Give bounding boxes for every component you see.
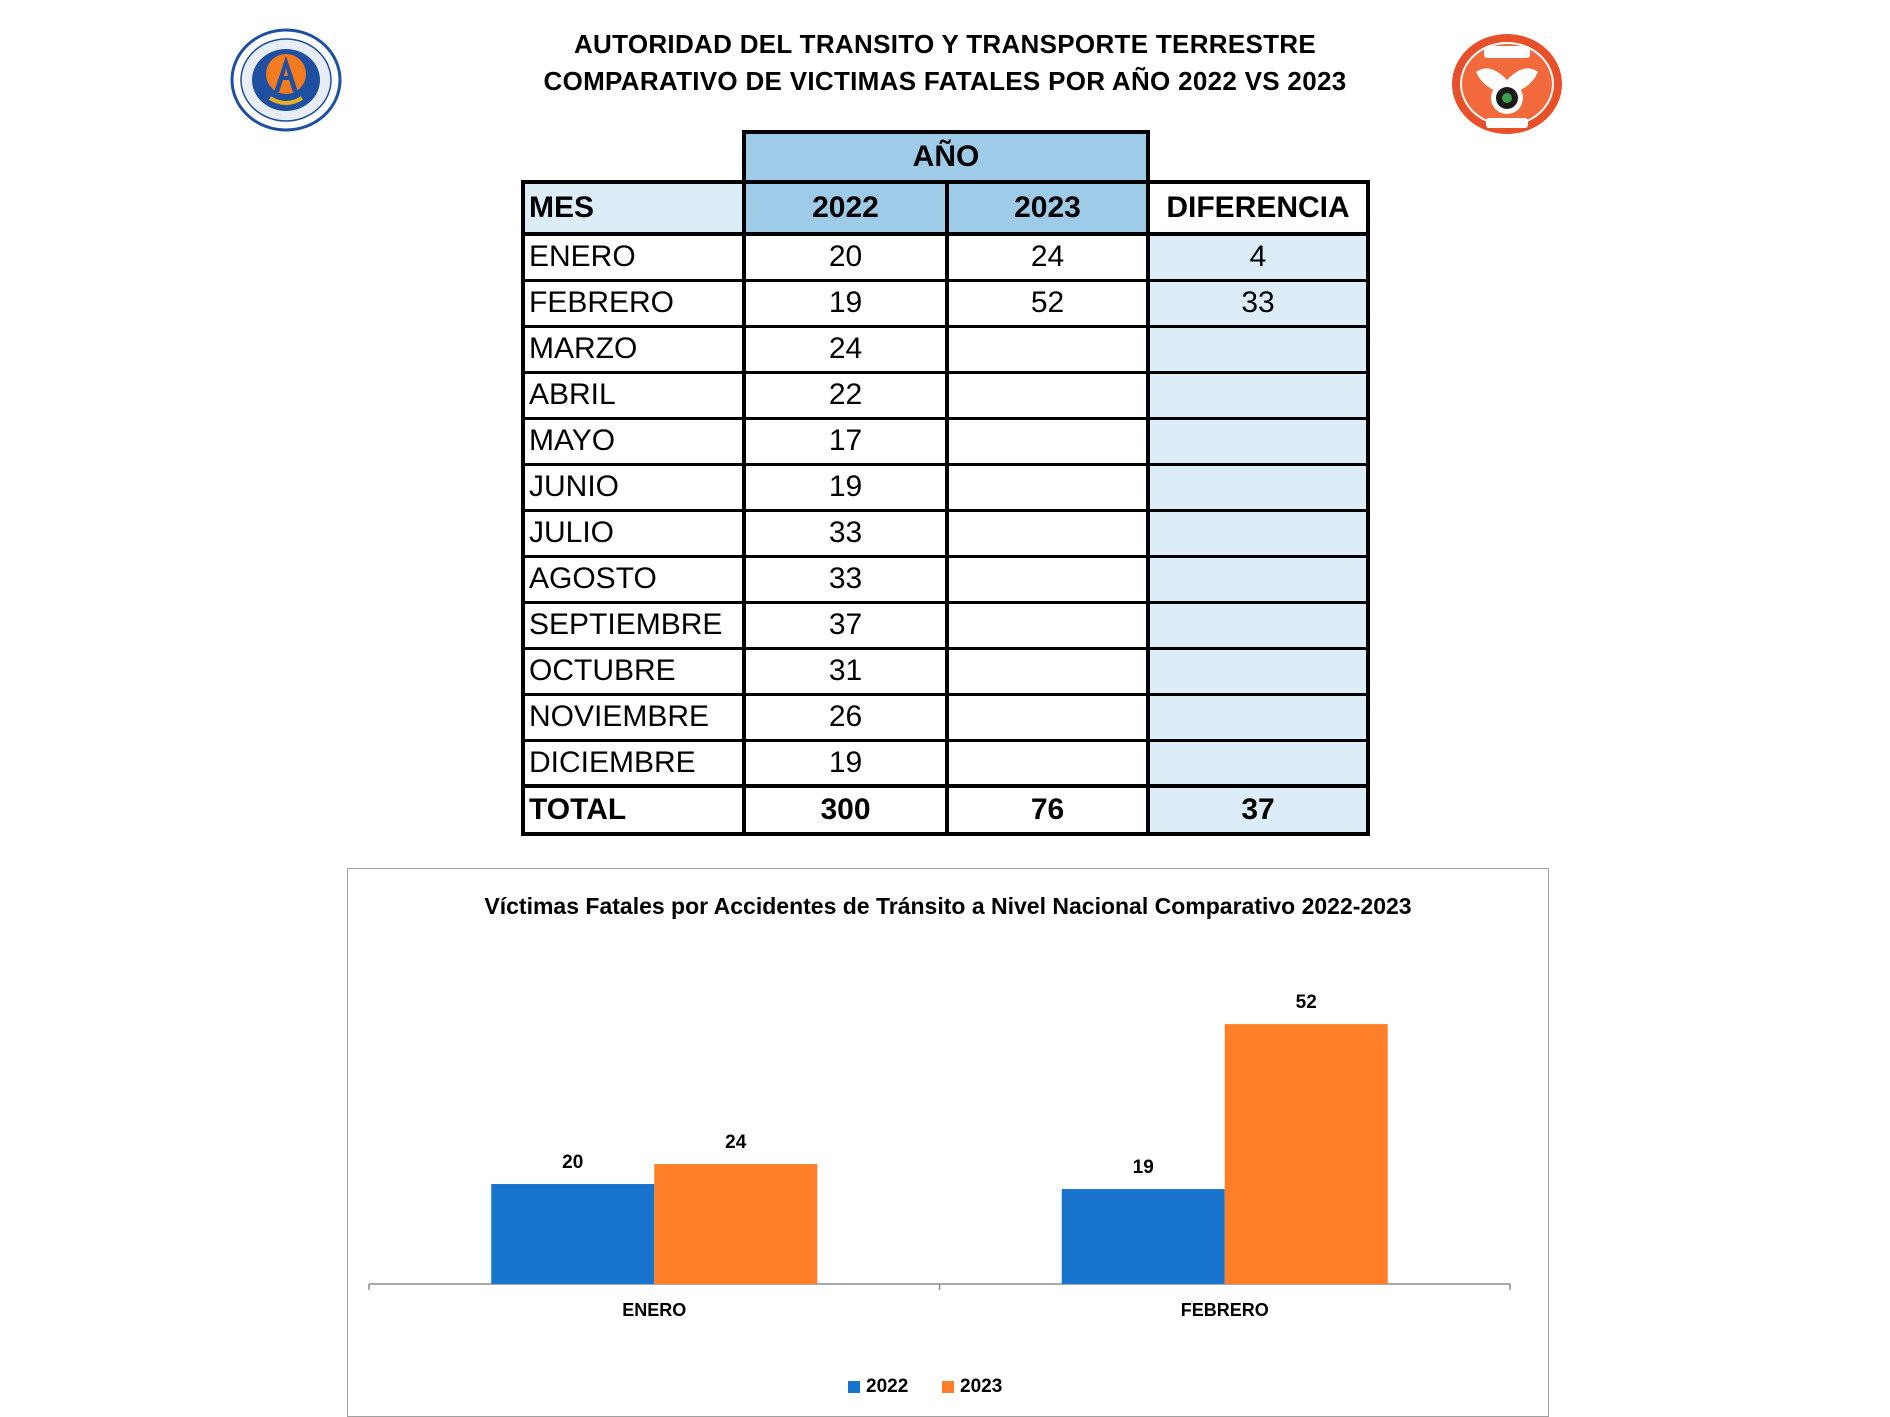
report-title-line-1: AUTORIDAD DEL TRANSITO Y TRANSPORTE TERRESTRE [573, 29, 1317, 59]
difference-cell: 4 [1148, 234, 1368, 280]
difference-cell [1148, 740, 1368, 786]
table-row-divider [523, 739, 1368, 742]
value-2023-cell [947, 648, 1148, 694]
year-group-header: AÑO [744, 132, 1148, 182]
month-cell: MAYO [529, 424, 616, 457]
value-2022-cell: 19 [828, 470, 863, 503]
value-2023-cell [947, 556, 1148, 602]
difference-cell [1148, 510, 1368, 556]
table-row-divider [523, 325, 1368, 328]
table-border [742, 130, 1150, 134]
col-header-diferencia: DIFERENCIA [1166, 191, 1350, 224]
total-label: TOTAL [529, 793, 627, 826]
month-cell: OCTUBRE [529, 654, 676, 687]
x-tick-label: FEBRERO [1180, 1300, 1269, 1320]
table-border [521, 232, 1370, 236]
data-label: 20 [562, 1152, 584, 1174]
month-cell: FEBRERO [529, 286, 675, 319]
value-2022-cell: 33 [828, 562, 863, 595]
difference-cell [1148, 602, 1368, 648]
value-2023-cell [947, 326, 1148, 372]
col-header-mes: MES [523, 182, 744, 234]
total-2022: 300 [820, 793, 871, 826]
table-row-divider [523, 463, 1368, 466]
bar-chart [347, 868, 1549, 1417]
data-label: 24 [725, 1132, 747, 1154]
bar-2022-febrero [1062, 1189, 1225, 1284]
table-row-divider [523, 509, 1368, 512]
table-border [742, 130, 746, 182]
month-cell: SEPTIEMBRE [529, 608, 723, 641]
chart-title: Víctimas Fatales por Accidentes de Tránsito a Nivel Nacional Comparativo 2022-2023 [484, 893, 1412, 919]
value-2023-cell [947, 418, 1148, 464]
value-2022-cell: 20 [828, 240, 863, 273]
x-tick-label: ENERO [622, 1300, 687, 1320]
month-cell: ABRIL [529, 378, 616, 411]
month-cell: ENERO [529, 240, 636, 273]
bar-2023-enero [654, 1164, 817, 1284]
difference-cell [1148, 694, 1368, 740]
policia-transito-seal-logo [1450, 32, 1564, 136]
legend-label: 2022 [866, 1376, 909, 1397]
value-2023-cell: 52 [1030, 286, 1065, 319]
attt-seal-logo [230, 28, 342, 132]
value-2023-cell [947, 510, 1148, 556]
table-row-divider [523, 279, 1368, 282]
value-2022-cell: 37 [828, 608, 863, 641]
month-cell: JUNIO [529, 470, 619, 503]
value-2023-cell [947, 740, 1148, 786]
difference-cell [1148, 418, 1368, 464]
month-cell: JULIO [529, 516, 615, 549]
legend-swatch-2022 [848, 1381, 860, 1393]
value-2022-cell: 31 [828, 654, 863, 687]
table-border [1146, 130, 1150, 182]
value-2022-cell: 19 [828, 286, 863, 319]
value-2022-cell: 24 [828, 332, 863, 365]
value-2022-cell: 19 [828, 746, 863, 779]
col-header-2022: 2022 [744, 182, 947, 234]
value-2023-cell [947, 602, 1148, 648]
total-diferencia: 37 [1148, 786, 1368, 834]
month-cell: DICIEMBRE [529, 746, 696, 779]
month-cell: AGOSTO [529, 562, 657, 595]
value-2022-cell: 17 [828, 424, 863, 457]
table-row-divider [523, 555, 1368, 558]
table-row-divider [523, 417, 1368, 420]
value-2023-cell [947, 464, 1148, 510]
total-2023: 76 [1030, 793, 1065, 826]
month-cell: NOVIEMBRE [529, 700, 710, 733]
difference-cell [1148, 464, 1368, 510]
difference-cell [1148, 648, 1368, 694]
col-header-2023: 2023 [947, 182, 1148, 234]
value-2022-cell: 26 [828, 700, 863, 733]
table-row-divider [523, 371, 1368, 374]
data-label: 52 [1295, 992, 1317, 1014]
month-cell: MARZO [529, 332, 638, 365]
table-row-divider [523, 647, 1368, 650]
value-2023-cell: 24 [1030, 240, 1065, 273]
data-label: 19 [1132, 1157, 1154, 1179]
value-2023-cell [947, 372, 1148, 418]
legend-swatch-2023 [942, 1381, 954, 1393]
difference-cell [1148, 372, 1368, 418]
report-title-line-2: COMPARATIVO DE VICTIMAS FATALES POR AÑO 2022 VS 2023 [543, 66, 1347, 96]
difference-cell [1148, 556, 1368, 602]
difference-cell: 33 [1148, 280, 1368, 326]
bar-2022-enero [491, 1184, 654, 1284]
difference-cell [1148, 326, 1368, 372]
legend-label: 2023 [960, 1376, 1003, 1397]
value-2023-cell [947, 694, 1148, 740]
table-row-divider [523, 693, 1368, 696]
bar-2023-febrero [1225, 1024, 1388, 1284]
value-2022-cell: 33 [828, 516, 863, 549]
table-row-divider [523, 601, 1368, 604]
table-border [521, 784, 1370, 788]
value-2022-cell: 22 [828, 378, 863, 411]
